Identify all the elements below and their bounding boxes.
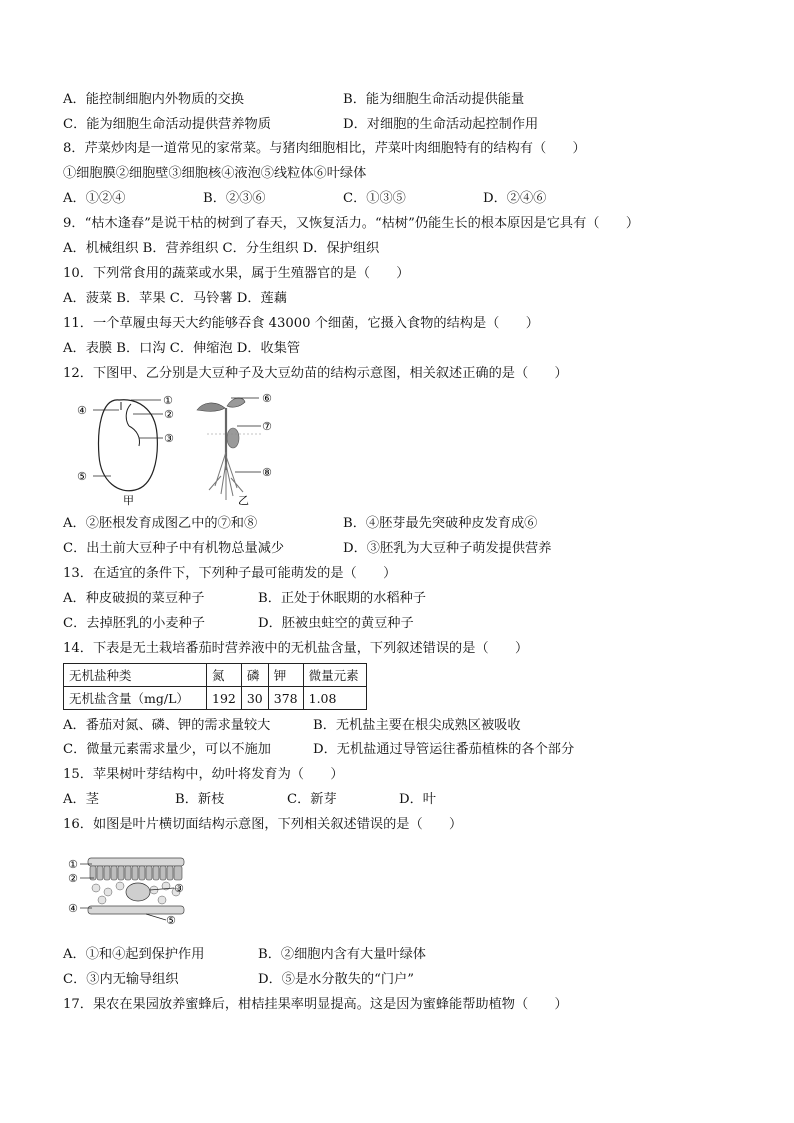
q10-options: A．菠菜 B．苹果 C．马铃薯 D．莲藕	[63, 291, 287, 306]
seedling-leaf-left	[197, 403, 225, 411]
embryo-radicle-outline	[126, 404, 131, 426]
upper-epidermis	[88, 858, 184, 866]
q17-stem: 17．果农在果园放养蜜蜂后，柑桔挂果率明显提高。这是因为蜜蜂能帮助植物（ ）	[63, 997, 568, 1012]
q11-options: A．表膜 B．口沟 C．伸缩泡 D．收集管	[63, 341, 301, 356]
table-header-cell: 钾	[268, 664, 303, 687]
q13-stem: 13．在适宜的条件下，下列种子最可能萌发的是（ ）	[63, 566, 397, 581]
q14-option-c: C．微量元素需求量少，可以不施加	[63, 742, 271, 757]
q7-option-a: A．能控制细胞内外物质的交换	[63, 92, 244, 107]
mineral-salt-table	[63, 663, 367, 710]
q8-option-a: A．①②④	[63, 191, 126, 206]
q15-option-b: B．新枝	[175, 792, 225, 807]
q8-stem: 8．芹菜炒肉是一道常见的家常菜。与猪肉细胞相比，芹菜叶肉细胞特有的结构有（ ）	[63, 141, 586, 156]
q15-stem: 15．苹果树叶芽结构中，幼叶将发育为（ ）	[63, 767, 344, 782]
seed-coat-outline	[99, 400, 158, 491]
q12-stem: 12．下图甲、乙分别是大豆种子及大豆幼苗的结构示意图，相关叙述正确的是（ ）	[63, 366, 568, 381]
seed-label-2: ②	[164, 408, 174, 421]
q12-option-a: A．②胚根发育成图乙中的⑦和⑧	[63, 516, 258, 531]
table-row	[64, 664, 367, 687]
q12-option-b: B．④胚芽最先突破种皮发育成⑥	[343, 516, 538, 531]
q15-option-c: C．新芽	[287, 792, 337, 807]
seed-label-1: ①	[163, 394, 173, 407]
table-cell: 378	[268, 687, 303, 710]
lower-epidermis	[88, 906, 184, 914]
seedling-leaf-right	[227, 398, 245, 407]
table-cell: 无机盐含量（mg/L）	[64, 687, 207, 710]
q13-option-a: A．种皮破损的菜豆种子	[63, 591, 205, 606]
q7-option-d: D．对细胞的生命活动起控制作用	[343, 117, 539, 132]
table-header-cell: 微量元素	[303, 664, 366, 687]
q16-stem: 16．如图是叶片横切面结构示意图，下列相关叙述错误的是（ ）	[63, 817, 463, 832]
table-cell: 1.08	[303, 687, 366, 710]
leaf-label-1: ①	[68, 858, 78, 871]
q16-option-b: B．②细胞内含有大量叶绿体	[258, 947, 426, 962]
q14-option-d: D．无机盐通过导管运往番茄植株的各个部分	[313, 742, 575, 757]
q13-option-d: D．胚被虫蛀空的黄豆种子	[258, 616, 414, 631]
q14-option-b: B．无机盐主要在根尖成熟区被吸收	[313, 718, 521, 733]
figure-jia-caption: 甲	[123, 494, 134, 507]
seedling-cotyledon	[227, 428, 239, 448]
leaf-label-4: ④	[68, 902, 78, 915]
table-cell: 192	[207, 687, 242, 710]
embryo-axis-outline	[129, 426, 140, 446]
table-header-cell: 氮	[207, 664, 242, 687]
seed-label-3: ③	[164, 432, 174, 445]
seedling-label-7: ⑦	[262, 420, 272, 433]
q12-option-c: C．出土前大豆种子中有机物总量减少	[63, 541, 285, 556]
q8-option-d: D．②④⑥	[483, 191, 547, 206]
q16-option-c: C．③内无输导组织	[63, 972, 179, 987]
q8-option-c: C．①③⑤	[343, 191, 406, 206]
leaf-label-2: ②	[68, 872, 78, 885]
table-row	[64, 687, 367, 710]
q11-stem: 11．一个草履虫每天大约能够吞食 43000 个细菌，它摄入食物的结构是（ ）	[63, 316, 539, 331]
table-cell: 30	[241, 687, 268, 710]
seedling-label-6: ⑥	[262, 392, 272, 405]
q13-option-c: C．去掉胚乳的小麦种子	[63, 616, 205, 631]
q8-option-b: B．②③⑥	[203, 191, 266, 206]
table-header-cell: 磷	[241, 664, 268, 687]
soybean-seed-and-seedling-figure	[75, 390, 295, 508]
leaf-label-3: ③	[174, 882, 184, 895]
q16-option-a: A．①和④起到保护作用	[63, 947, 205, 962]
q7-option-c: C．能为细胞生命活动提供营养物质	[63, 117, 271, 132]
q10-stem: 10．下列常食用的蔬菜或水果，属于生殖器官的是（ ）	[63, 266, 410, 281]
q8-items: ①细胞膜②细胞壁③细胞核④液泡⑤线粒体⑥叶绿体	[63, 166, 367, 181]
seed-label-5: ⑤	[77, 470, 87, 483]
seed-label-4: ④	[77, 404, 87, 417]
table-header-cell: 无机盐种类	[64, 664, 207, 687]
palisade-layer	[90, 866, 182, 880]
q9-stem: 9．“枯木逢春”是说干枯的树到了春天，又恢复活力。“枯树”仍能生长的根本原因是它具有（ ）	[63, 216, 640, 231]
q7-option-b: B．能为细胞生命活动提供能量	[343, 92, 525, 107]
q16-option-d: D．⑤是水分散失的“门户”	[258, 972, 414, 987]
q15-option-d: D．叶	[399, 792, 436, 807]
leaf-label-5: ⑤	[166, 914, 176, 927]
q14-option-a: A．番茄对氮、磷、钾的需求量较大	[63, 718, 271, 733]
seedling-label-8: ⑧	[262, 466, 272, 479]
q14-stem: 14．下表是无土栽培番茄时营养液中的无机盐含量，下列叙述错误的是（ ）	[63, 641, 529, 656]
figure-yi-caption: 乙	[238, 494, 249, 507]
leaf-cross-section-figure	[66, 850, 196, 930]
q15-option-a: A．茎	[63, 792, 99, 807]
q9-options: A．机械组织 B．营养组织 C．分生组织 D．保护组织	[63, 241, 380, 256]
leaf-vein	[126, 883, 150, 901]
q12-option-d: D．③胚乳为大豆种子萌发提供营养	[343, 541, 552, 556]
q13-option-b: B．正处于休眠期的水稻种子	[258, 591, 426, 606]
